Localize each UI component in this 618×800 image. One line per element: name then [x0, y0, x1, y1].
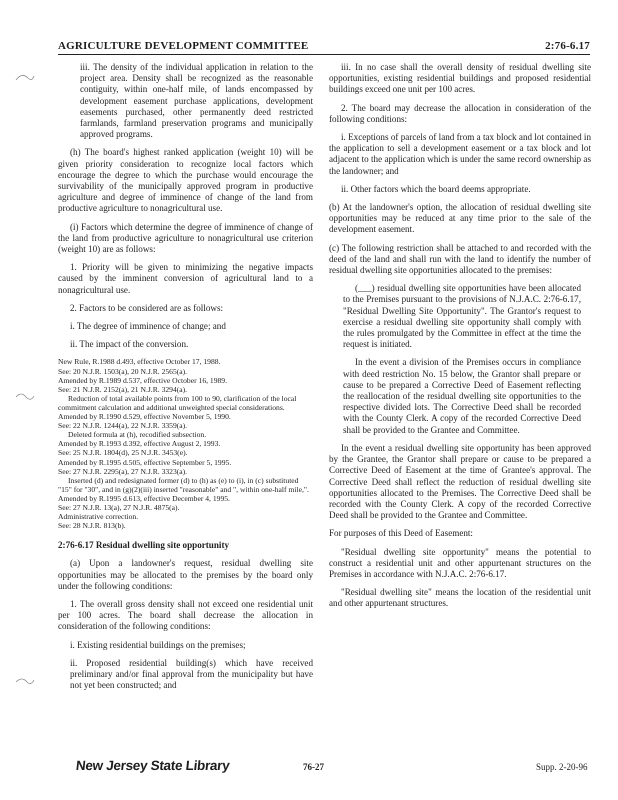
- history-note: Amended by R.1993 d.392, effective August 2, 1993.: [58, 439, 221, 449]
- deed-restriction-text: In the event a division of the Premises occurs in compliance with deed restriction No. 15 below, the Grantor shall prepare or cause to be prepared a Corrective Deed of Easement reflecting the reallocation of the residual dwelling site opportunities to the respective divided lots. The Corrective Deed shall be recorded with the County Clerk. A copy of the recorded Corrective Deed shall be provided to the Grantee and Committee.: [343, 357, 581, 435]
- paragraph: (h) The board's highest ranked application (weight 10) will be given priority consideration to recognize local factors which encourage the degree to which the purchase would encourage the survivability of the municipally approved program in productive agriculture and degree of imminence of change of the land from productive agriculture to nonagricultural use.: [58, 147, 313, 214]
- paragraph: i. Exceptions of parcels of land from a tax block and lot contained in the application to sell a development easement or a tax block and lot adjacent to the application which is under the same record ownership as the landowner; and: [329, 132, 591, 176]
- right-column: [329, 62, 591, 617]
- history-note: Amended by R.1989 d.537, effective October 16, 1989.: [58, 375, 227, 385]
- left-column: [58, 62, 313, 698]
- history-note: See: 27 N.J.R. 13(a), 27 N.J.R. 4875(a).: [58, 502, 180, 512]
- paragraph: In the event a residual dwelling site opportunity has been approved by the Grantee, the Grantor shall prepare or cause to be prepared a Corrective Deed of Easement at the time of Grantee's approval. The Corrective Deed shall reflect the reduction of residual dwelling site opportunities allocated to the Premises. The Corrective Deed shall be recorded with the County Clerk. A copy of the recorded Corrective Deed shall be provided to the Grantee and Committee.: [329, 442, 591, 521]
- paragraph: 2. The board may decrease the allocation in consideration of the following conditions:: [329, 102, 591, 124]
- paragraph: i. Existing residential buildings on the premises;: [70, 639, 246, 650]
- paragraph: 1. Priority will be given to minimizing the negative impacts caused by the imminent conversion of agricultural land to a nonagricultural use.: [58, 262, 313, 295]
- chapter-title: AGRICULTURE DEVELOPMENT COMMITTEE: [58, 40, 309, 52]
- scan-mark-icon: [14, 388, 36, 404]
- history-note: See: 21 N.J.R. 2152(a), 21 N.J.R. 3294(a).: [58, 384, 188, 394]
- history-note: Amended by R.1995 d.505, effective September 5, 1995.: [58, 457, 232, 467]
- history-note: See: 27 N.J.R. 2295(a), 27 N.J.R. 3323(a).: [58, 466, 188, 476]
- history-note: Deleted formula at (h), recodified subsection.: [68, 430, 207, 440]
- paragraph: (c) The following restriction shall be attached to and recorded with the deed of the land and shall run with the land to identify the number of residual dwelling site opportunities allocated to the premises:: [329, 242, 591, 276]
- library-stamp: New Jersey State Library: [75, 758, 231, 773]
- definition: "Residual dwelling site opportunity" means the potential to construct a residential unit and other appurtenant structures on the Premises in accordance with N.J.A.C. 2:76-6.17.: [329, 546, 591, 579]
- supplement-date: Supp. 2-20-96: [536, 762, 588, 772]
- scan-mark-icon: [14, 673, 36, 689]
- scan-mark-icon: [14, 70, 36, 86]
- paragraph: i. The degree of imminence of change; and: [70, 321, 226, 332]
- paragraph: For purposes of this Deed of Easement:: [329, 528, 473, 539]
- paragraph: iii. In no case shall the overall density of residual dwelling site opportunities, existing residential buildings and proposed residential buildings exceed one unit per 100 acres.: [329, 62, 591, 95]
- history-note: See: 25 N.J.R. 1804(d), 25 N.J.R. 3453(e).: [58, 448, 188, 458]
- paragraph: ii. The impact of the conversion.: [70, 339, 189, 350]
- paragraph: iii. The density of the individual application in relation to the project area. Density shall be recognized as the reasonable contiguity, within one-half mile, of lands encompassed by development easement purchase applications, development easements purchased, other permanently deed restricted farmlands, farmland preservation programs and municipally approved programs.: [80, 62, 313, 140]
- history-note: See: 22 N.J.R. 1244(a), 22 N.J.R. 3359(a).: [58, 421, 188, 431]
- paragraph: (i) Factors which determine the degree of imminence of change of the land from productive agriculture to nonagricultural use criterion (weight 10) are as follows:: [58, 221, 313, 255]
- deed-restriction-text: (___) residual dwelling site opportunities have been allocated to the Premises pursuant to the provisions of N.J.A.C. 2:76-6.17, "Residual Dwelling Site Opportunity". The Grantor's request to exercise a residual dwelling site opportunity shall comply with the rules promulgated by the Committee in effect at the time the request is initiated.: [343, 283, 581, 350]
- history-note: New Rule, R.1988 d.493, effective October 17, 1988.: [58, 357, 221, 367]
- section-number: 2:76-6.17: [545, 40, 590, 52]
- history-note: Inserted (d) and redesignated former (d) to (h) as (e) to (i), in (c) substituted "15" for "30", and in (g)(2)(iii) inserted "reasonable" and ", within one-half mile,".: [58, 475, 309, 494]
- paragraph: ii. Proposed residential building(s) which have received preliminary and/or final approval from the municipality but have not yet been constructed; and: [70, 657, 313, 691]
- history-note: See: 28 N.J.R. 813(b).: [58, 521, 126, 531]
- paragraph: 1. The overall gross density shall not exceed one residential unit per 100 acres. The board shall decrease the allocation in consideration of the following conditions:: [58, 599, 313, 632]
- page-number: 76-27: [303, 762, 324, 772]
- history-note: See: 20 N.J.R. 1503(a), 20 N.J.R. 2565(a).: [58, 366, 188, 376]
- definition: "Residual dwelling site" means the location of the residential unit and other appurtenant structures.: [329, 587, 591, 609]
- paragraph: (b) At the landowner's option, the allocation of residual dwelling site opportunities may be reduced at any time prior to the sale of the development easement.: [329, 202, 591, 235]
- history-note: Amended by R.1995 d.613, effective December 4, 1995.: [58, 493, 230, 503]
- history-notes: [58, 357, 313, 530]
- history-note: Administrative correction.: [58, 512, 139, 522]
- paragraph: 2. Factors to be considered are as follows:: [70, 302, 224, 313]
- section-heading: 2:76-6.17 Residual dwelling site opportunity: [58, 540, 230, 551]
- paragraph: (a) Upon a landowner's request, residual dwelling site opportunities may be allocated to the premises by the board only under the following conditions:: [58, 558, 313, 591]
- history-note: Amended by R.1990 d.529, effective November 5, 1990.: [58, 412, 231, 422]
- paragraph: ii. Other factors which the board deems appropriate.: [341, 183, 531, 194]
- running-header: [58, 38, 590, 55]
- history-note: Reduction of total available points from 100 to 90, clarification of the local commitment calculation and additional unweighted special considerations.: [58, 393, 297, 412]
